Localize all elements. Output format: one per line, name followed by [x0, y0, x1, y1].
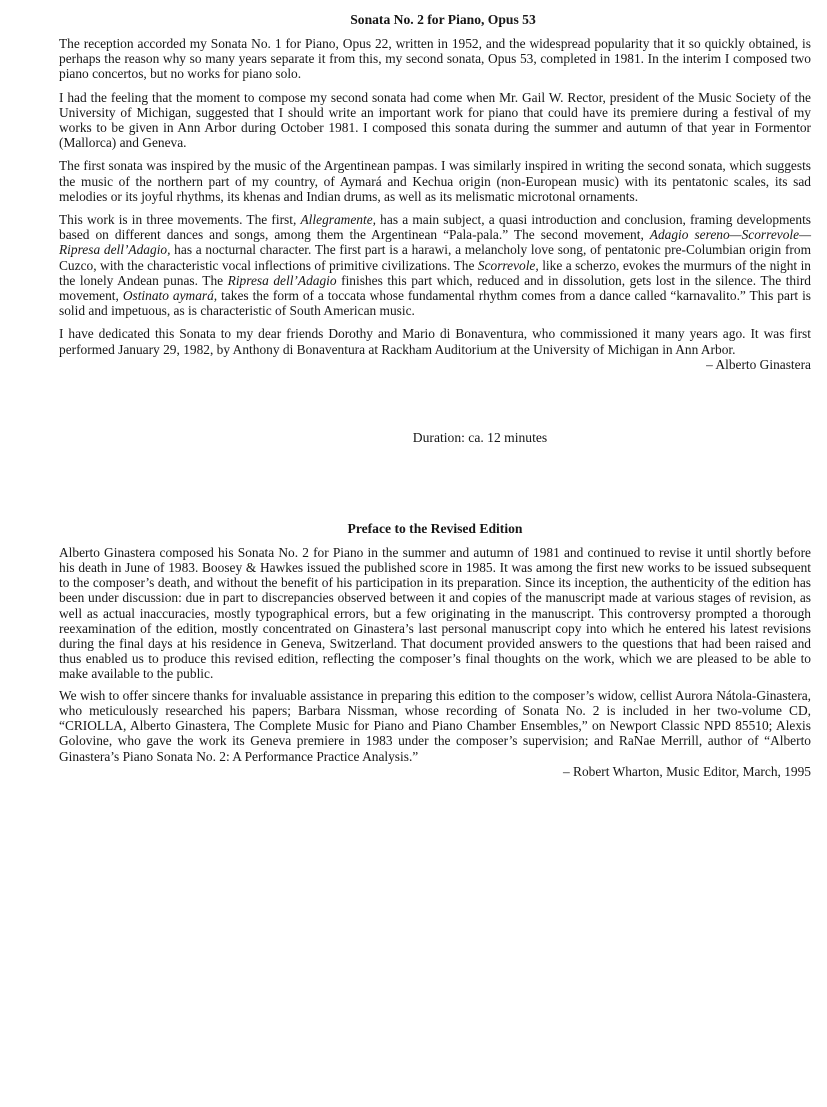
sonata-paragraph-3: The first sonata was inspired by the music of the Argentinean pampas. I was similarly inspired in writing the second sonata, which suggests the music of the northern part of my country, of Aymará and Kechua origin (non-European music) with its pentatonic scales, its sad melodies or its joyful rhythms, its khenas and Indian drums, as well as its melismatic microtonal ornaments.	[59, 158, 811, 204]
preface-paragraph-2: We wish to offer sincere thanks for invaluable assistance in preparing this edition to the composer’s widow, cellist Aurora Nátola-Ginastera, who meticulously researched his papers; Barbara Nissman, whose recording of Sonata No. 2 is included in her two-volume CD, “CRIOLLA, Alberto Ginastera, The Complete Music for Piano and Piano Chamber Ensembles,” on Newport Classic NPD 85510; Alexis Golovine, who gave the work its Geneva premiere in 1983 under the composer’s supervision; and RaNae Merrill, author of “Alberto Ginastera’s Piano Sonata No. 2: A Performance Practice Analysis.”	[59, 687, 811, 764]
p4-movement-adagio: Adagio sereno—Scorrevole—Ripresa dell’Adagio,	[59, 227, 811, 258]
p4-text-6: takes the form of a toccata whose fundamental rhythm comes from a dance called “karnavalito.” This part is solid and impetuous, as is characteristic of South American music.	[59, 288, 811, 319]
preface-paragraph-1: Alberto Ginastera composed his Sonata No. 2 for Piano in the summer and autumn of 1981 and continued to revise it until shortly before his death in June of 1983. Boosey & Hawkes issued the published score in 1985. It was among the first new works to be issued subsequent to the composer’s death, and without the benefit of his participation in its preparation. Since its inception, the authenticity of the edition has been under discussion: due in part to discrepancies observed between it and copies of the manuscript made at various stages of revision, as well as actual inaccuracies, mostly typographical errors, but a few originating in the manuscript. This controversy prompted a thorough reexamination of the edition, mostly concentrated on Ginastera’s last personal manuscript copy into which he entered his latest revisions during the final days at his residence in Geneva, Switzerland. That document provided answers to the questions that had been raised and thus enabled us to produce this revised edition, reflecting the composer’s final thoughts on the work, which we are pleased to be able to make available to the public.	[59, 544, 811, 682]
p4-ripresa: Ripresa dell’Adagio	[227, 272, 337, 288]
preface-title: Preface to the Revised Edition	[347, 520, 523, 536]
sonata-notes-section	[59, 12, 811, 373]
sonata-paragraph-4	[59, 212, 811, 318]
p4-text-1: This work is in three movements. The first,	[59, 212, 301, 228]
p4-text-5: finishes this part which, reduced and in dissolution, gets lost in the silence. The third movement,	[59, 272, 812, 304]
p4-text-4: like a scherzo, evokes the murmurs of the night in the lonely Andean punas. The	[59, 257, 811, 288]
preface-section	[59, 521, 811, 780]
sonata-signature: – Alberto Ginastera	[706, 356, 811, 372]
preface-signature: – Robert Wharton, Music Editor, March, 1995	[562, 763, 811, 779]
sonata-title: Sonata No. 2 for Piano, Opus 53	[350, 12, 536, 27]
p4-movement-allegramente: Allegramente,	[300, 212, 376, 228]
sonata-paragraph-1: The reception accorded my Sonata No. 1 for Piano, Opus 22, written in 1952, and the widespread popularity that it so quickly obtained, is perhaps the reason why so many years separate it from this, my second sonata, Opus 53, completed in 1981. In the interim I composed two piano concertos, but no works for piano solo.	[59, 36, 811, 82]
p4-text-3: has a nocturnal character. The first part is a harawi, a melancholy love song, of pentatonic pre-Columbian origin from Cuzco, with the characteristic vocal inflections of primitive civilizations. The	[59, 242, 811, 273]
sonata-paragraph-5: I have dedicated this Sonata to my dear friends Dorothy and Mario di Bonaventura, who commissioned it many years ago. It was first performed January 29, 1982, by Anthony di Bonaventura at Rackham Auditorium at the University of Michigan in Ann Arbor.	[59, 326, 811, 357]
duration-note: Duration: ca. 12 minutes	[412, 429, 548, 445]
p4-text-2: has a main subject, a quasi introduction and conclusion, framing developments based on different dances and songs, among them the Argentinean “Pala-pala.” The second movement,	[59, 212, 812, 243]
p4-scorrevole: Scorrevole,	[477, 257, 539, 273]
sonata-paragraph-2: I had the feeling that the moment to compose my second sonata had come when Mr. Gail W. Rector, president of the Music Society of the University of Michigan, suggested that I should write an important work for piano that could have its premiere during a festival of my works to be given in Ann Arbor during October 1981. I composed this sonata during the summer and autumn of that year in Formentor (Mallorca) and Geneva.	[59, 89, 811, 151]
document-page	[59, 12, 811, 780]
p4-movement-ostinato: Ostinato aymará,	[122, 288, 218, 304]
